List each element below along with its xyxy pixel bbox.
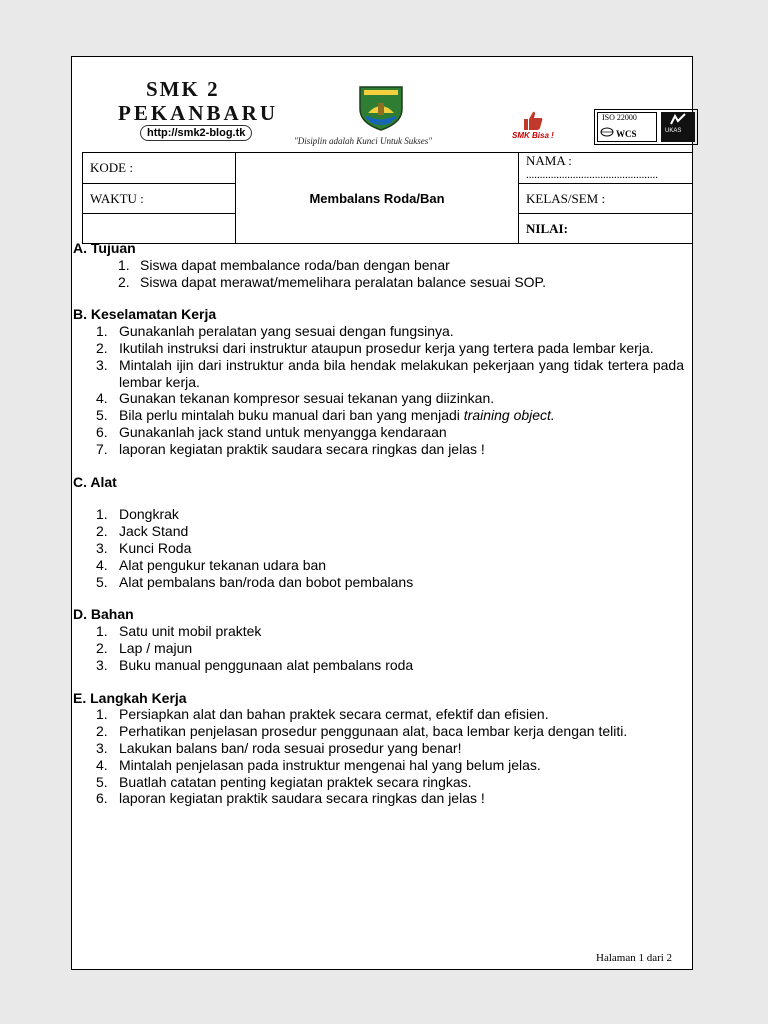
kode-label: KODE : — [90, 160, 133, 175]
list-item: 2. Perhatikan penjelasan prosedur penggunaan alat, baca lembar kerja dengan teliti. — [96, 723, 628, 740]
worksheet-title: Membalans Roda/Ban — [236, 153, 519, 244]
list-item: 6. Gunakanlah jack stand untuk menyangga kendaraan — [96, 423, 447, 440]
alat-list — [72, 506, 692, 590]
list-item: 3. Kunci Roda — [96, 539, 192, 556]
thumbs-up-icon — [522, 109, 546, 133]
nilai-cell — [519, 214, 693, 244]
list-item: 2. Ikutilah instruksi dari instruktur ataupun prosedur kerja yang tertera pada lembar kerja. — [96, 339, 654, 356]
langkah-list — [72, 706, 692, 807]
kelas-label: KELAS/SEM : — [526, 190, 606, 206]
list-item: 1. Siswa dapat membalance roda/ban dengan benar — [118, 256, 450, 273]
list-item: 1. Persiapkan alat dan bahan praktek secara cermat, efektif dan efisien. — [96, 706, 549, 723]
section-title-keselamatan: B. Keselamatan Kerja — [73, 306, 217, 323]
smk-bisa-logo — [510, 109, 580, 151]
waktu-cell — [83, 184, 236, 214]
list-item: 7. laporan kegiatan praktik saudara secara ringkas dan jelas ! — [96, 440, 485, 457]
kelas-cell — [519, 184, 693, 214]
section-title-tujuan: A. Tujuan — [73, 240, 136, 256]
nama-label: NAMA : — [526, 153, 572, 168]
list-item: 1. Gunakanlah peralatan yang sesuai dengan fungsinya. — [96, 323, 454, 340]
waktu-label: WAKTU : — [90, 190, 144, 206]
iso-wcs-box — [597, 112, 657, 142]
worksheet-content — [72, 240, 692, 807]
tujuan-list — [72, 257, 692, 291]
list-item: 5. Bila perlu mintalah buku manual dari ban yang menjadi training object. — [96, 407, 555, 424]
section-title-bahan: D. Bahan — [73, 606, 134, 623]
section-title-alat: C. Alat — [73, 473, 117, 490]
ukas-box — [661, 112, 695, 142]
smk-bisa-text: SMK Bisa ! — [512, 131, 554, 140]
training-object-text: training object. — [463, 407, 555, 424]
nilai-label: NILAI: — [526, 220, 568, 236]
iso-org: WCS — [616, 129, 637, 139]
blank-cell — [83, 214, 236, 244]
list-item: 6. laporan kegiatan praktik saudara secara ringkas dan jelas ! — [96, 790, 485, 807]
iso-title: ISO 22000 — [602, 113, 637, 122]
list-item: 3. Mintalah ijin dari instruktur anda bila hendak melakukan pekerjaan yang tidak tertera pada lembar kerja. — [96, 356, 684, 390]
globe-icon — [600, 127, 614, 137]
list-item: 5. Buatlah catatan penting kegiatan praktek secara ringkas. — [96, 773, 472, 790]
school-name-line1: SMK 2 — [146, 77, 220, 101]
list-item: 1. Dongkrak — [96, 506, 179, 523]
list-item: 2. Siswa dapat merawat/memelihara peralatan balance sesuai SOP. — [118, 273, 546, 290]
list-item: 2. Lap / majun — [96, 639, 193, 656]
crown-check-icon — [661, 112, 695, 128]
page-number: Halaman 1 dari 2 — [596, 952, 673, 964]
kode-cell — [83, 153, 236, 184]
ukas-label: UKAS — [665, 128, 682, 134]
list-item: 2. Jack Stand — [96, 523, 189, 540]
nama-dots: ................................................ — [526, 169, 658, 181]
letterhead — [72, 57, 692, 153]
document-page — [71, 56, 693, 970]
province-emblem-icon — [356, 83, 406, 131]
iso-certification-badge — [594, 109, 698, 145]
section-title-langkah: E. Langkah Kerja — [73, 689, 187, 706]
list-item: 3. Lakukan balans ban/ roda sesuai prosedur yang benar! — [96, 739, 462, 756]
list-item: 3. Buku manual penggunaan alat pembalans roda — [96, 656, 414, 673]
list-item: 1. Satu unit mobil praktek — [96, 623, 262, 640]
list-item: 4. Alat pengukur tekanan udara ban — [96, 556, 327, 573]
school-motto: "Disiplin adalah Kunci Untuk Sukses" — [294, 136, 433, 146]
bahan-list — [72, 623, 692, 673]
school-url: http://smk2-blog.tk — [140, 125, 252, 141]
worksheet-info-table — [82, 152, 693, 244]
list-item: 4. Mintalah penjelasan pada instruktur mengenai hal yang belum jelas. — [96, 756, 541, 773]
list-item: 4. Gunakan tekanan kompresor sesuai tekanan yang diizinkan. — [96, 390, 495, 407]
list-item: 5. Alat pembalans ban/roda dan bobot pembalans — [96, 573, 414, 590]
keselamatan-list — [72, 323, 692, 457]
school-name-line2: PEKANBARU — [118, 101, 279, 125]
nama-cell — [519, 153, 693, 184]
